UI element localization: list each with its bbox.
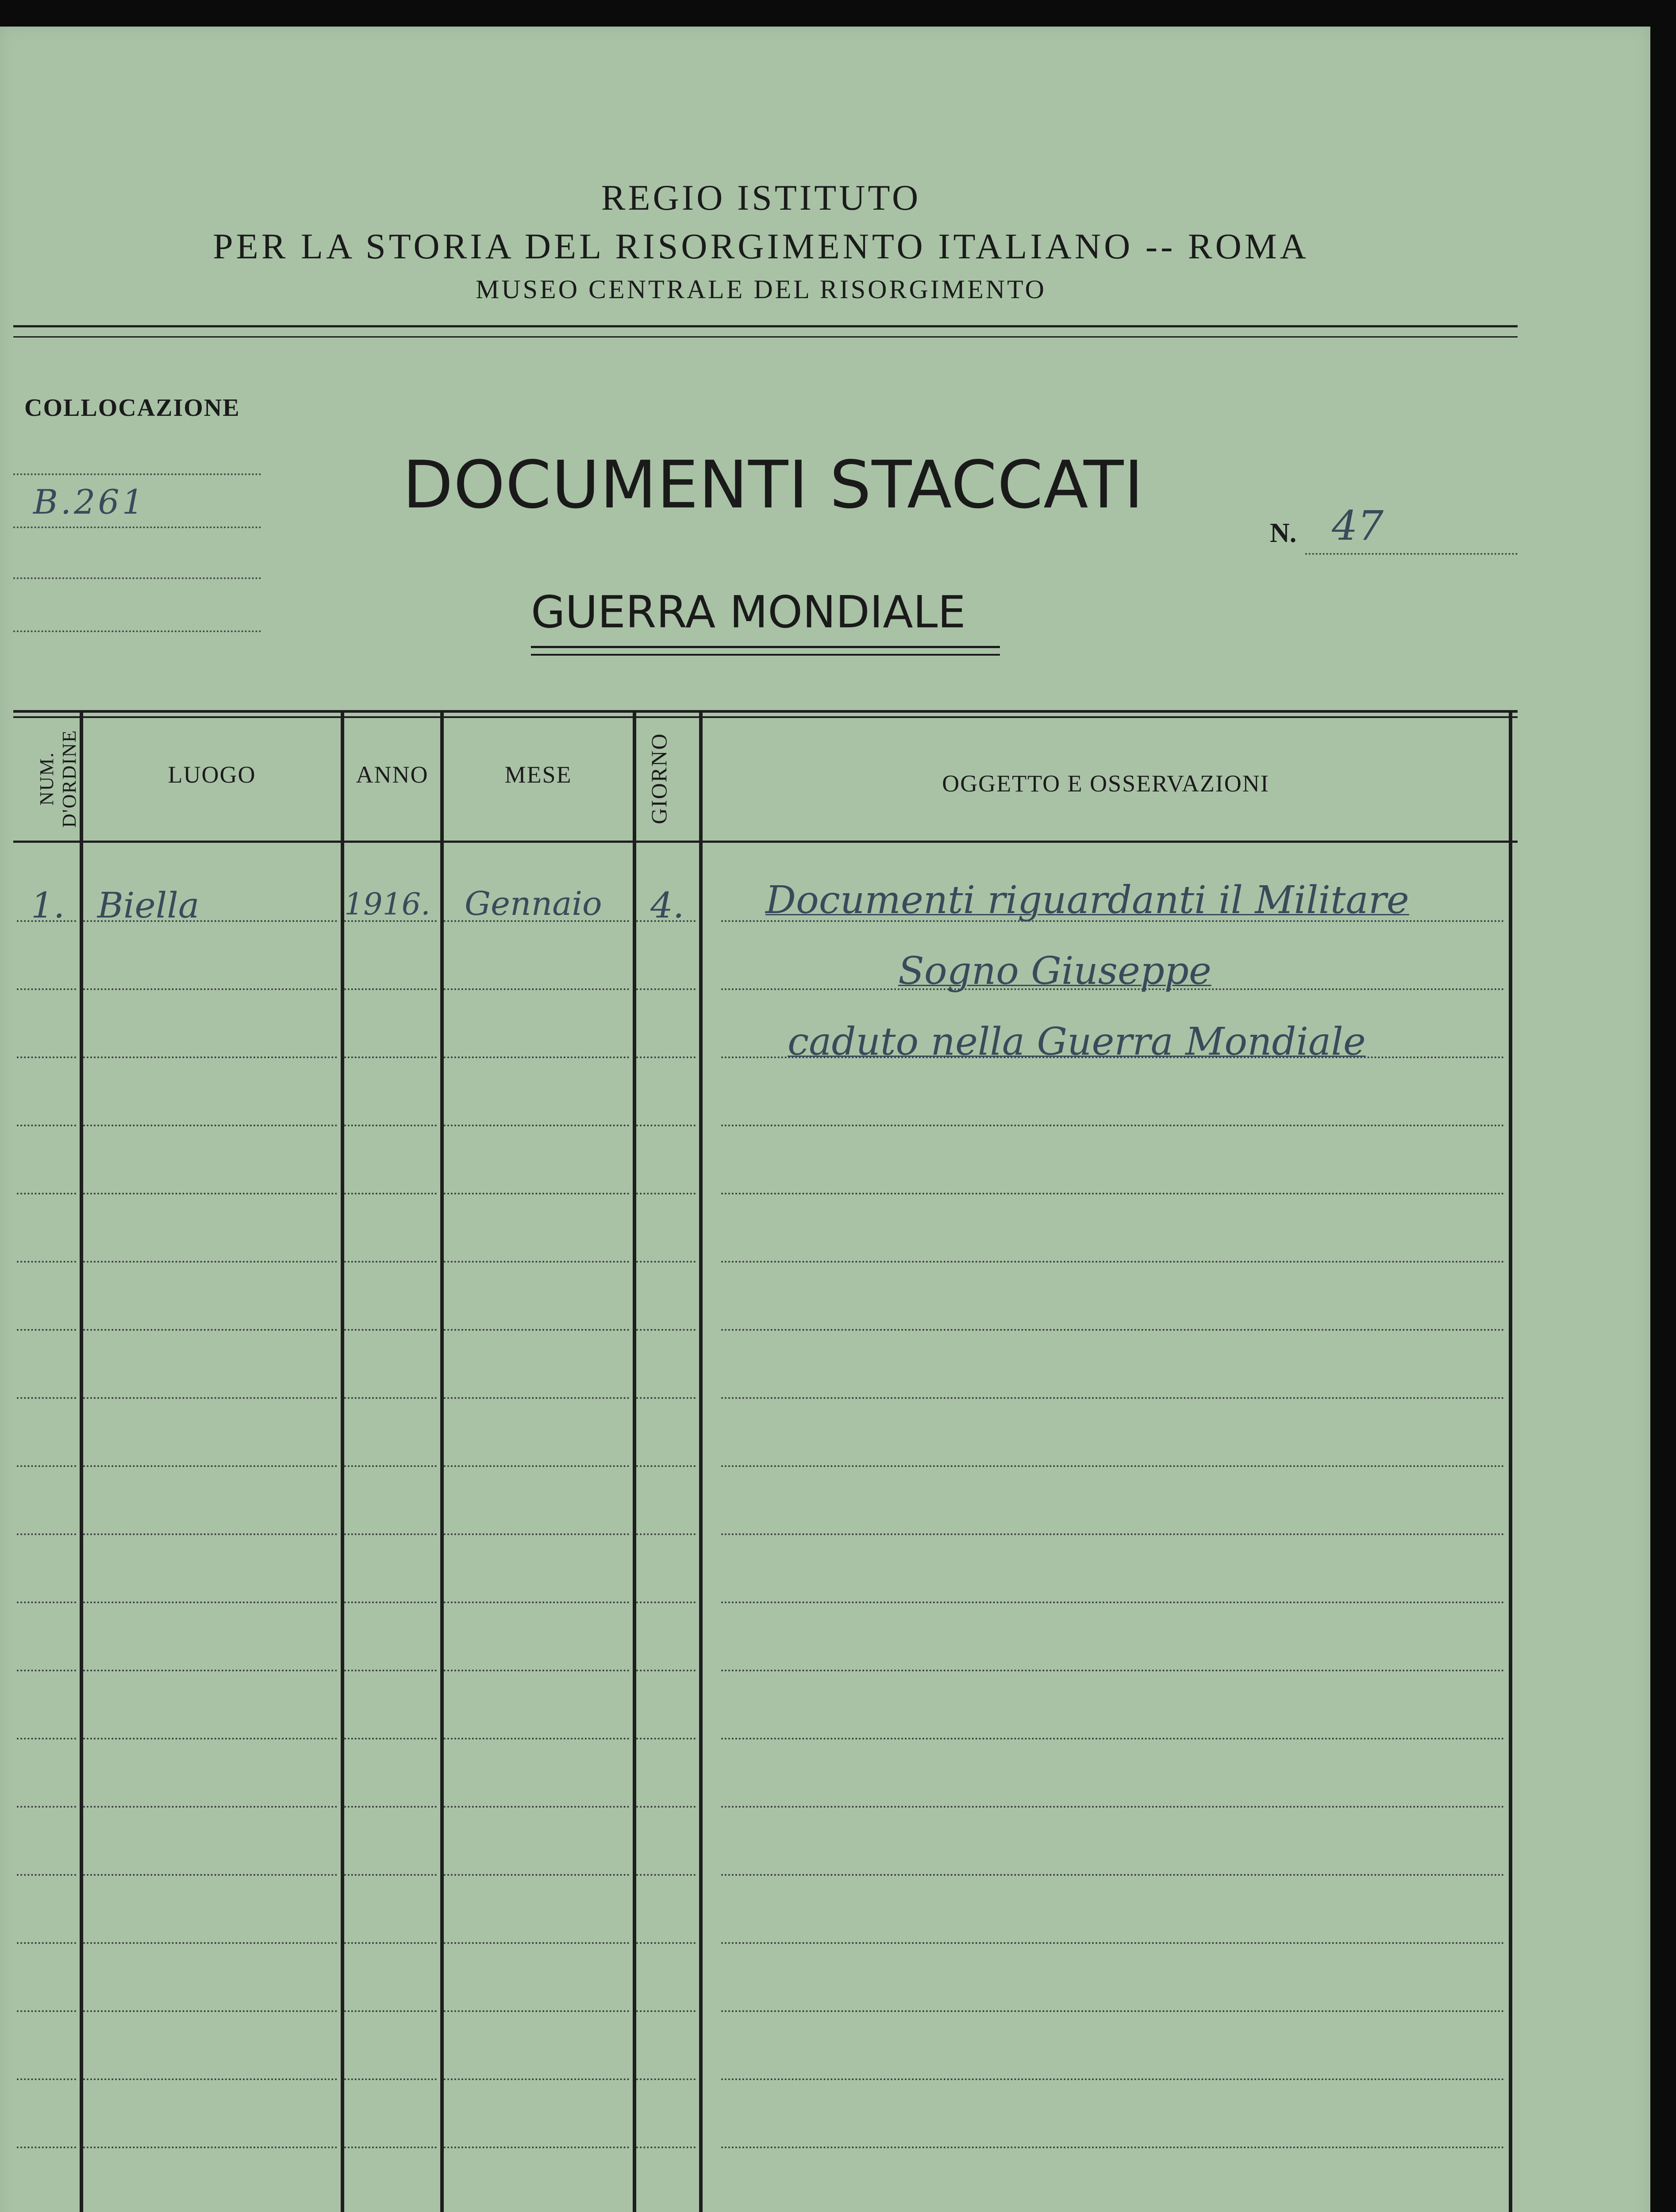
ruled-line xyxy=(444,2078,629,2080)
ruled-line xyxy=(444,1874,629,1876)
ruled-line xyxy=(83,988,337,990)
ruled-line xyxy=(721,1397,1504,1399)
column-divider xyxy=(699,710,703,2212)
document-title: DOCUMENTI STACCATI xyxy=(403,447,1144,523)
ruled-line xyxy=(636,2010,696,2012)
ruled-line xyxy=(17,988,76,990)
column-divider xyxy=(633,710,636,2212)
ruled-line xyxy=(636,1465,696,1467)
ruled-line xyxy=(721,1125,1504,1126)
ruled-line xyxy=(344,1056,437,1058)
collocazione-dotted-line xyxy=(13,577,261,579)
collocazione-dotted-line xyxy=(13,630,261,632)
ruled-line xyxy=(636,1261,696,1263)
number-label: N. xyxy=(1270,518,1297,548)
ruled-line xyxy=(17,1942,76,1944)
ruled-line xyxy=(444,1670,629,1671)
ruled-line xyxy=(636,1874,696,1876)
ruled-line xyxy=(721,1601,1504,1603)
ruled-line xyxy=(344,1397,437,1399)
table-header-border xyxy=(13,841,1518,843)
ruled-line xyxy=(444,1738,629,1740)
ruled-line xyxy=(17,1397,76,1399)
register-table xyxy=(13,710,1518,2212)
ruled-line xyxy=(17,1193,76,1194)
ruled-line xyxy=(83,1329,337,1331)
ruled-line xyxy=(444,1533,629,1535)
column-divider xyxy=(440,710,444,2212)
ruled-line xyxy=(636,1533,696,1535)
document-subtitle: GUERRA MONDIALE xyxy=(531,586,966,638)
header-rule xyxy=(13,325,1518,327)
row-giorno: 4. xyxy=(650,885,684,926)
ruled-line xyxy=(344,1806,437,1808)
row-mese: Gennaio xyxy=(465,885,602,923)
ruled-line xyxy=(344,1874,437,1876)
ruled-line xyxy=(444,1806,629,1808)
ruled-line xyxy=(83,1806,337,1808)
ruled-line xyxy=(721,2010,1504,2012)
row-luogo: Biella xyxy=(97,885,200,926)
ruled-line xyxy=(17,1806,76,1808)
header-rule-thin xyxy=(13,336,1518,338)
ruled-line xyxy=(444,2010,629,2012)
ruled-line xyxy=(636,1942,696,1944)
ruled-line xyxy=(444,988,629,990)
ruled-line xyxy=(344,2147,437,2148)
ruled-line xyxy=(721,1329,1504,1331)
header-luogo: LUOGO xyxy=(168,761,256,788)
ruled-line xyxy=(83,2147,337,2148)
ruled-line xyxy=(444,1193,629,1194)
document-sheet xyxy=(0,27,1650,2212)
ruled-line xyxy=(344,1670,437,1671)
collocazione-dotted-line xyxy=(13,526,261,528)
ruled-line xyxy=(344,1125,437,1126)
ruled-line xyxy=(17,1874,76,1876)
ruled-line xyxy=(83,1601,337,1603)
ruled-line xyxy=(444,2147,629,2148)
ruled-line xyxy=(83,2078,337,2080)
ruled-line xyxy=(83,1670,337,1671)
column-divider xyxy=(341,710,344,2212)
collocazione-dotted-line xyxy=(13,473,261,475)
ruled-line xyxy=(636,1601,696,1603)
ruled-line xyxy=(444,1056,629,1058)
ruled-line xyxy=(83,1125,337,1126)
ruled-line xyxy=(344,1329,437,1331)
ruled-line xyxy=(344,1601,437,1603)
ruled-line xyxy=(17,2147,76,2148)
ruled-line xyxy=(444,1942,629,1944)
ruled-line xyxy=(83,2010,337,2012)
ruled-line xyxy=(721,2147,1504,2148)
ruled-line xyxy=(344,2078,437,2080)
ruled-line xyxy=(17,1329,76,1331)
header-oggetto: OGGETTO E OSSERVAZIONI xyxy=(942,770,1269,797)
ruled-line xyxy=(17,1601,76,1603)
ruled-line xyxy=(83,1261,337,1263)
ruled-line xyxy=(636,2078,696,2080)
number-value: 47 xyxy=(1332,502,1384,549)
ruled-line xyxy=(636,1056,696,1058)
ruled-line xyxy=(636,988,696,990)
ruled-line xyxy=(721,1533,1504,1535)
institute-name: REGIO ISTITUTO xyxy=(601,177,921,218)
table-top-border-thin xyxy=(13,716,1518,718)
subtitle-underline xyxy=(531,654,1000,656)
subtitle-underline xyxy=(531,646,1000,648)
collocazione-label: COLLOCAZIONE xyxy=(24,394,240,422)
number-dotted-line xyxy=(1305,553,1518,555)
ruled-line xyxy=(344,1942,437,1944)
ruled-line xyxy=(344,1465,437,1467)
row-oggetto-line: Sogno Giuseppe xyxy=(898,949,1211,993)
ruled-line xyxy=(344,1533,437,1535)
ruled-line xyxy=(83,1738,337,1740)
ruled-line xyxy=(344,1261,437,1263)
ruled-line xyxy=(344,2010,437,2012)
institute-subtitle: PER LA STORIA DEL RISORGIMENTO ITALIANO -- ROMA xyxy=(213,226,1309,266)
ruled-line xyxy=(344,1193,437,1194)
row-oggetto-line: Documenti riguardanti il Militare xyxy=(765,878,1409,922)
ruled-line xyxy=(636,1806,696,1808)
row-oggetto-line: caduto nella Guerra Mondiale xyxy=(788,1020,1366,1064)
ruled-line xyxy=(83,1465,337,1467)
ruled-line xyxy=(17,1738,76,1740)
ruled-line xyxy=(721,1874,1504,1876)
ruled-line xyxy=(17,1533,76,1535)
ruled-line xyxy=(17,2010,76,2012)
collocazione-value: B.261 xyxy=(33,482,146,522)
column-divider xyxy=(80,710,83,2212)
ruled-line xyxy=(721,2078,1504,2080)
ruled-line xyxy=(636,1670,696,1671)
ruled-line xyxy=(344,988,437,990)
header-num-ordine: NUM. D'ORDINE xyxy=(36,730,80,828)
museum-name: MUSEO CENTRALE DEL RISORGIMENTO xyxy=(476,275,1046,304)
ruled-line xyxy=(636,1397,696,1399)
ruled-line xyxy=(636,2147,696,2148)
ruled-line xyxy=(721,1738,1504,1740)
ruled-line xyxy=(721,1942,1504,1944)
row-anno: 1916. xyxy=(344,887,431,922)
header-mese: MESE xyxy=(504,761,572,788)
ruled-line xyxy=(444,1125,629,1126)
column-divider xyxy=(1509,710,1512,2212)
ruled-line xyxy=(83,1056,337,1058)
header-anno: ANNO xyxy=(356,761,429,788)
ruled-line xyxy=(17,1125,76,1126)
ruled-line xyxy=(83,1397,337,1399)
ruled-line xyxy=(721,1261,1504,1263)
table-top-border xyxy=(13,710,1518,713)
ruled-line xyxy=(83,1874,337,1876)
ruled-line xyxy=(17,1465,76,1467)
ruled-line xyxy=(444,1261,629,1263)
ruled-line xyxy=(636,1738,696,1740)
ruled-line xyxy=(636,1193,696,1194)
ruled-line xyxy=(444,1329,629,1331)
ruled-line xyxy=(17,2078,76,2080)
ruled-line xyxy=(83,1942,337,1944)
ruled-line xyxy=(721,1193,1504,1194)
ruled-line xyxy=(721,1806,1504,1808)
ruled-line xyxy=(636,1125,696,1126)
ruled-line xyxy=(83,1533,337,1535)
ruled-line xyxy=(721,1670,1504,1671)
ruled-line xyxy=(444,1465,629,1467)
ruled-line xyxy=(721,1465,1504,1467)
ruled-line xyxy=(83,1193,337,1194)
ruled-line xyxy=(444,1397,629,1399)
ruled-line xyxy=(344,1738,437,1740)
header-giorno: GIORNO xyxy=(646,733,671,825)
ruled-line xyxy=(17,1261,76,1263)
ruled-line xyxy=(444,1601,629,1603)
ruled-line xyxy=(17,1056,76,1058)
ruled-line xyxy=(17,1670,76,1671)
ruled-line xyxy=(636,1329,696,1331)
row-num: 1. xyxy=(31,885,65,926)
